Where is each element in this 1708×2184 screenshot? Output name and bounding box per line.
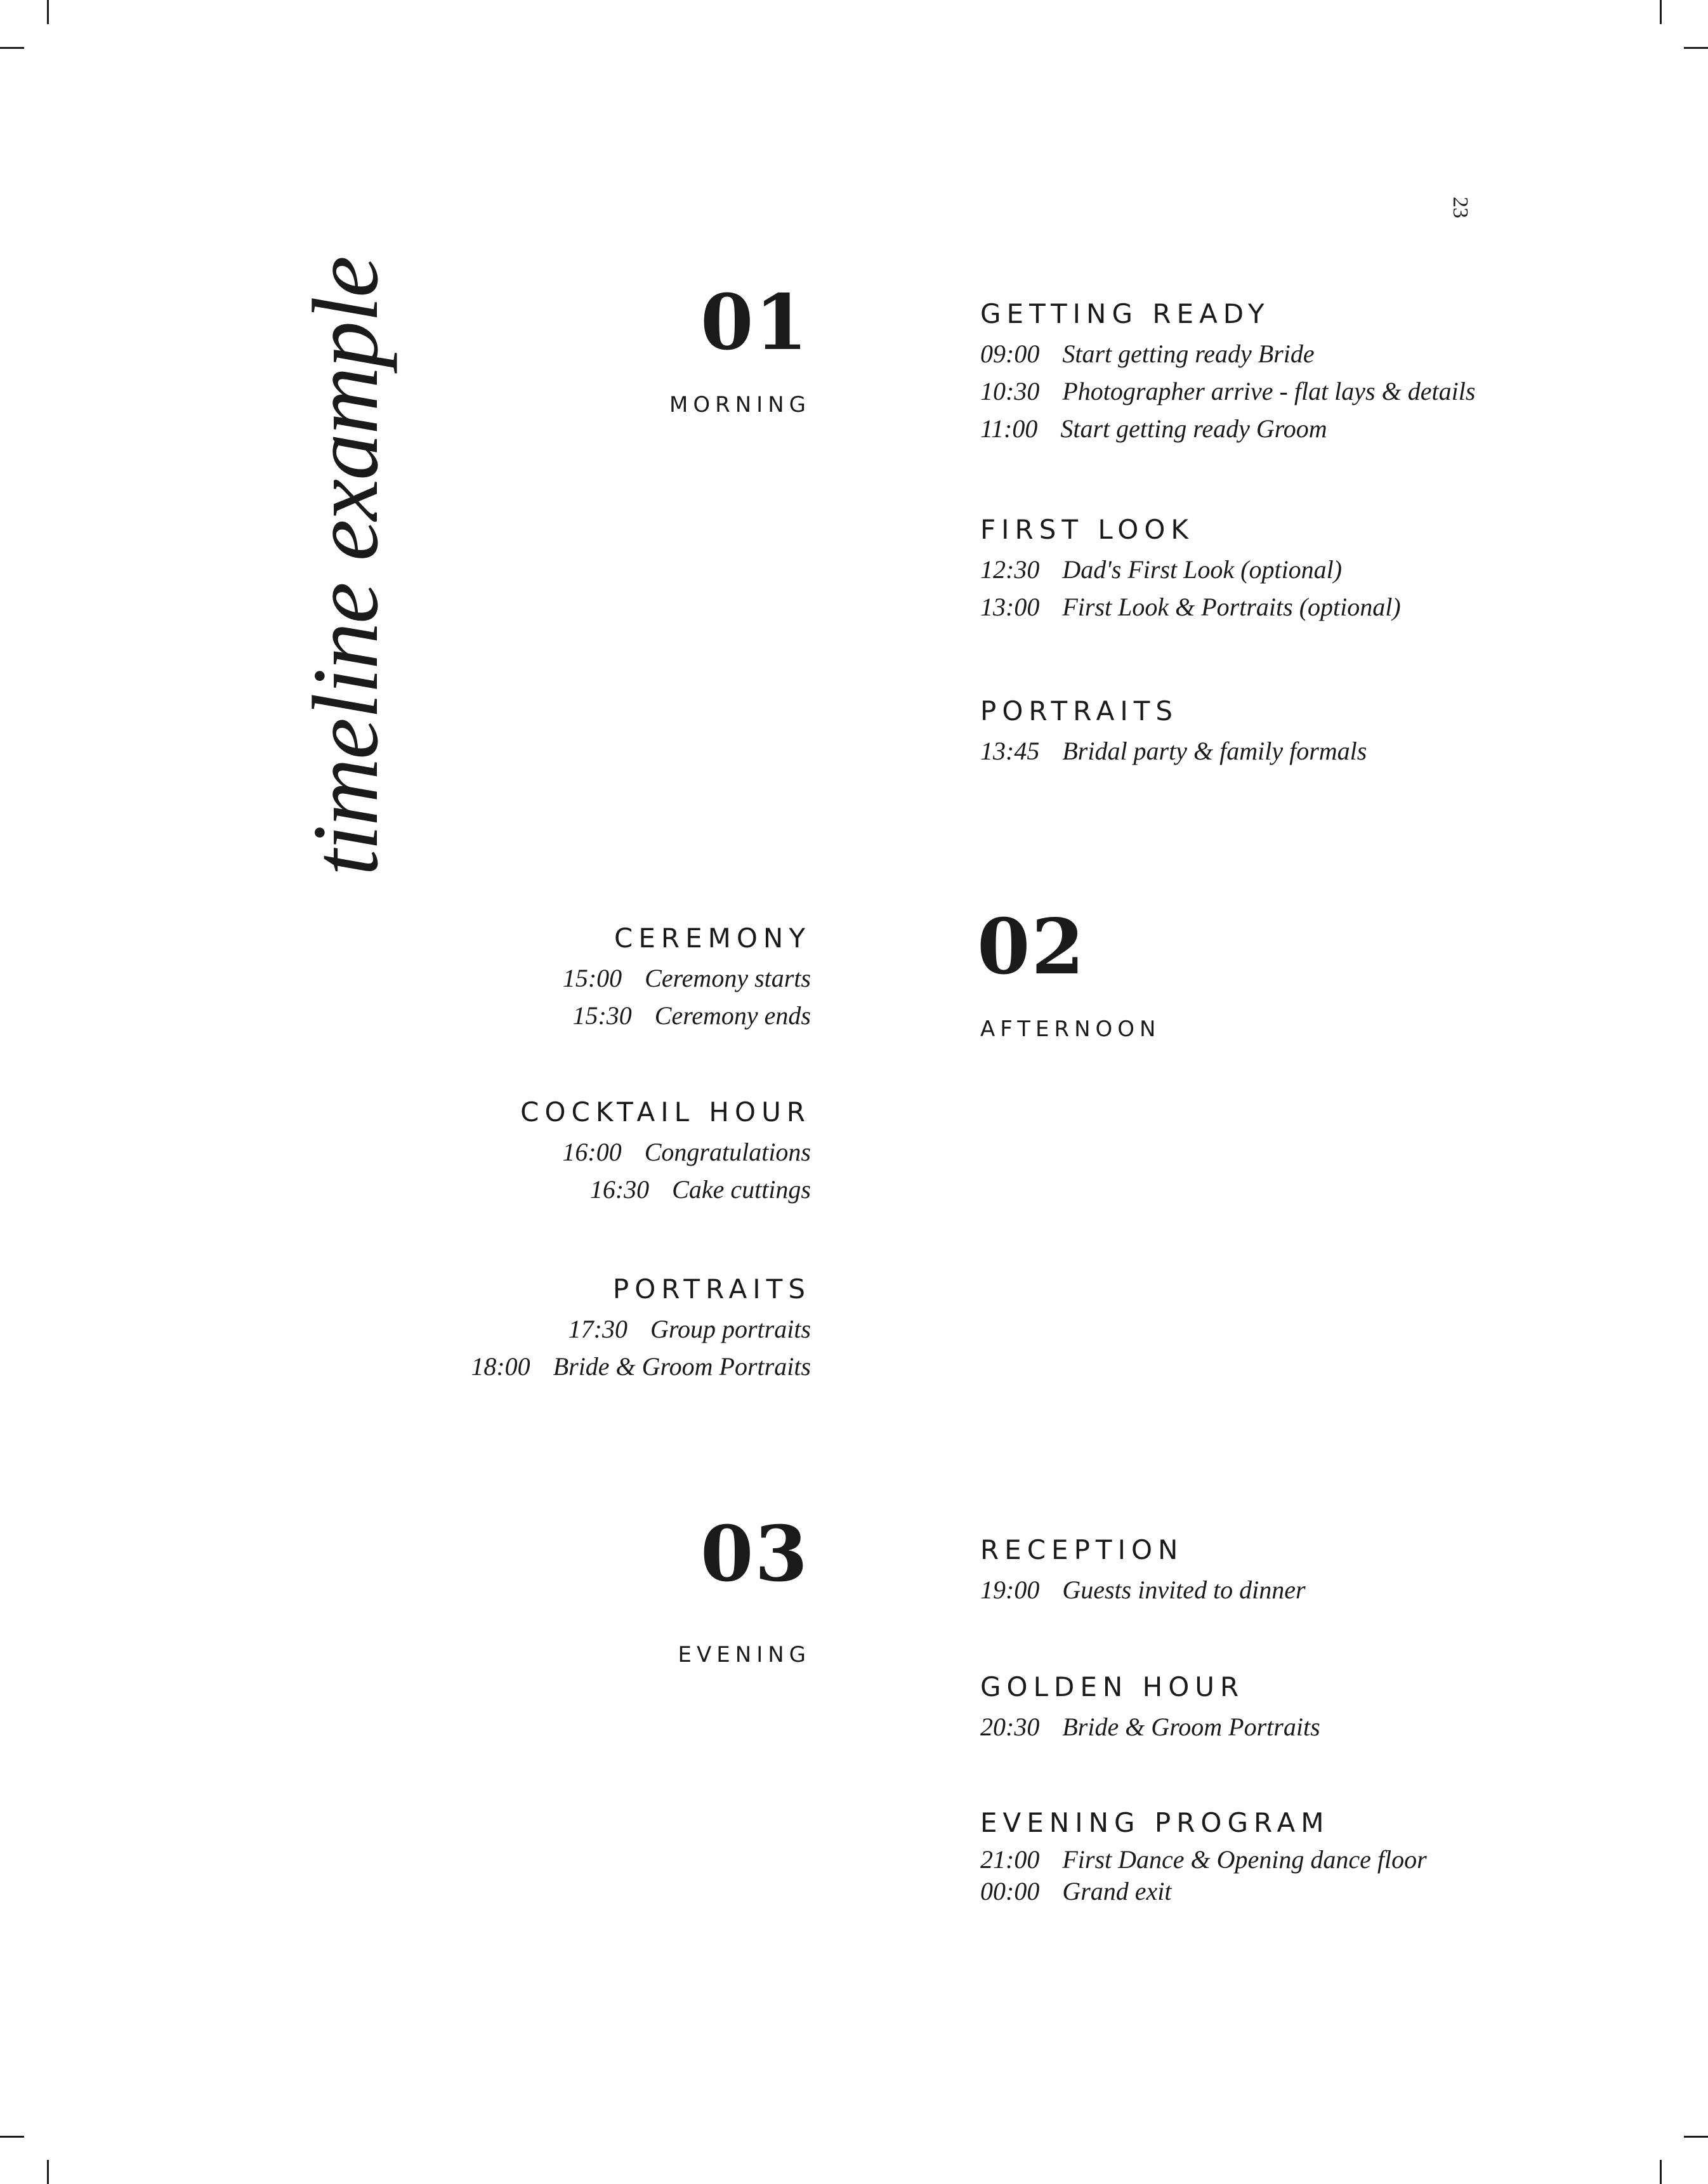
section-title: COCKTAIL HOUR xyxy=(520,1096,811,1128)
crop-mark xyxy=(1660,2160,1662,2184)
crop-mark xyxy=(47,2160,49,2184)
section-title: GOLDEN HOUR xyxy=(980,1671,1245,1702)
period-number-morning: 01 xyxy=(700,278,809,367)
section-ceremony xyxy=(240,921,811,1034)
list-item: 19:00 Guests invited to dinner xyxy=(980,1576,1306,1604)
list-item: 20:30 Bride & Groom Portraits xyxy=(980,1713,1320,1741)
section-evening-program xyxy=(980,1806,1551,1907)
list-item: 17:30 Group portraits xyxy=(568,1315,811,1343)
list-item: 15:00 Ceremony starts xyxy=(562,964,811,992)
section-title: CEREMONY xyxy=(614,923,811,954)
list-item: 10:30 Photographer arrive - flat lays & details xyxy=(980,377,1476,405)
period-label-afternoon: AFTERNOON xyxy=(980,1016,1161,1042)
period-label-morning: MORNING xyxy=(669,392,811,418)
section-title: GETTING READY xyxy=(980,298,1270,329)
section-cocktail-hour xyxy=(240,1095,811,1208)
page-title: timeline example xyxy=(294,257,398,876)
section-first-look xyxy=(980,513,1551,626)
section-getting-ready xyxy=(980,297,1551,447)
crop-mark xyxy=(0,2136,24,2138)
list-item: 13:45 Bridal party & family formals xyxy=(980,737,1367,765)
list-item: 16:30 Cake cuttings xyxy=(589,1175,811,1204)
section-title: PORTRAITS xyxy=(612,1273,811,1305)
section-title: FIRST LOOK xyxy=(980,514,1194,545)
section-title: PORTRAITS xyxy=(980,695,1179,727)
list-item: 18:00 Bride & Groom Portraits xyxy=(471,1352,811,1381)
list-item: 12:30 Dad's First Look (optional) xyxy=(980,555,1343,584)
crop-mark xyxy=(0,47,24,49)
list-item: 00:00 Grand exit xyxy=(980,1877,1172,1905)
period-label-evening: EVENING xyxy=(678,1642,811,1668)
list-item: 16:00 Congratulations xyxy=(562,1138,811,1166)
list-item: 21:00 First Dance & Opening dance floor xyxy=(980,1845,1427,1874)
section-title: RECEPTION xyxy=(980,1534,1184,1565)
section-portraits-afternoon xyxy=(240,1272,811,1385)
section-portraits-morning xyxy=(980,694,1551,770)
crop-mark xyxy=(1684,47,1708,49)
list-item: 09:00 Start getting ready Bride xyxy=(980,339,1315,368)
section-reception xyxy=(980,1533,1551,1608)
list-item: 13:00 First Look & Portraits (optional) xyxy=(980,593,1401,621)
section-title: EVENING PROGRAM xyxy=(980,1807,1330,1838)
page-number: 23 xyxy=(1449,197,1472,218)
period-number-afternoon: 02 xyxy=(977,902,1086,992)
crop-mark xyxy=(47,0,49,24)
crop-mark xyxy=(1684,2136,1708,2138)
list-item: 11:00 Start getting ready Groom xyxy=(980,414,1327,443)
period-number-evening: 03 xyxy=(700,1510,809,1599)
list-item: 15:30 Ceremony ends xyxy=(572,1001,811,1030)
section-golden-hour xyxy=(980,1670,1551,1746)
crop-mark xyxy=(1660,0,1662,24)
